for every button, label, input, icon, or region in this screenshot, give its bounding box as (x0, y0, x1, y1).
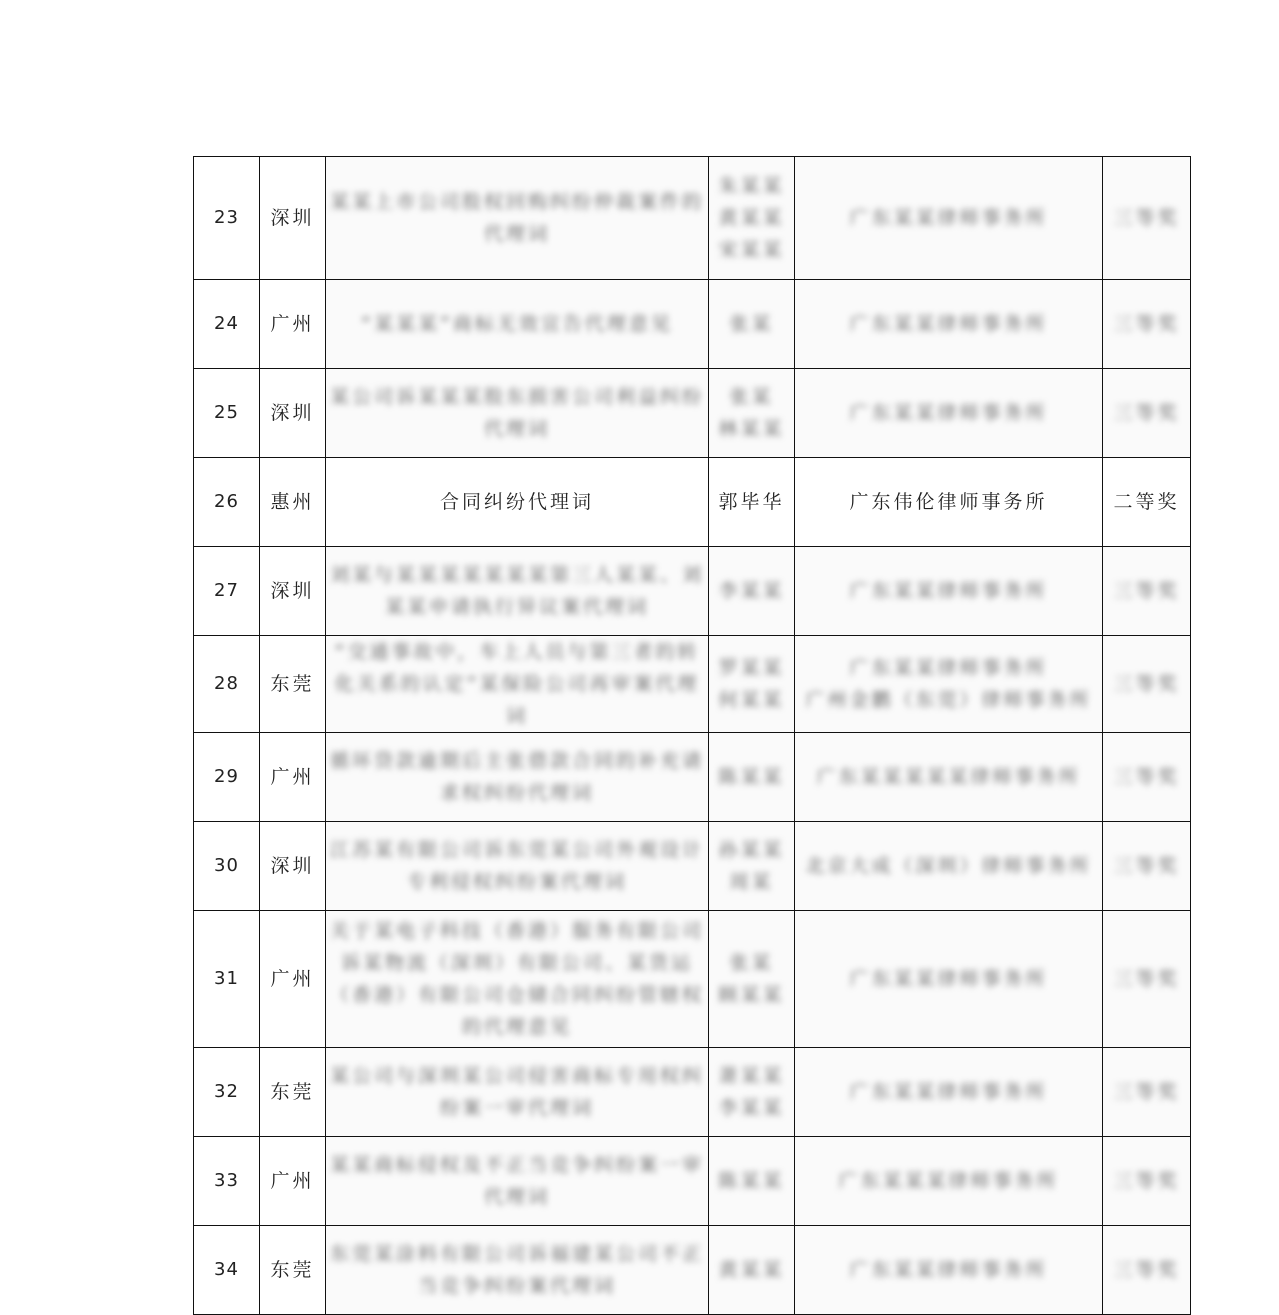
lawyer-cell (709, 1226, 795, 1315)
law-firm-text: 北京大成（深圳）律师事务所 (805, 855, 1092, 877)
award-level-cell (1103, 369, 1191, 458)
city-text: 深圳 (270, 402, 315, 424)
lawyer-text: 陈某某 (718, 766, 785, 788)
award-level-text: 三等奖 (1113, 766, 1180, 788)
row-number-cell (194, 733, 260, 822)
row-number-text: 33 (214, 1170, 239, 1191)
city-text: 东莞 (270, 1259, 315, 1281)
award-level-cell (1103, 636, 1191, 733)
table-row (194, 280, 1191, 369)
row-number-cell (194, 911, 260, 1048)
case-title-cell (326, 1137, 709, 1226)
city-text: 深圳 (270, 207, 315, 229)
lawyer-text: 李某某 (718, 580, 785, 602)
award-level-cell (1103, 547, 1191, 636)
lawyer-cell (709, 733, 795, 822)
award-level-text: 三等奖 (1113, 673, 1180, 695)
law-firm-cell (795, 458, 1103, 547)
row-number-cell (194, 280, 260, 369)
award-level-text: 二等奖 (1113, 491, 1180, 513)
case-title-text: 刘某与某某某某某某某第三人某某、刘某某申请执行异议案代理词 (330, 564, 705, 618)
table-row (194, 822, 1191, 911)
row-number-text: 28 (214, 673, 239, 694)
lawyer-text: 萧某某 李某某 (718, 1065, 785, 1119)
city-cell (260, 1226, 326, 1315)
law-firm-cell (795, 369, 1103, 458)
case-title-text: 关于某电子科技（香港）服务有限公司诉某物流（深圳）有限公司、某货运（香港）有限公司仓储合同纠纷管辖权的代理意见 (330, 920, 705, 1038)
city-cell (260, 280, 326, 369)
row-number-text: 25 (214, 402, 239, 423)
law-firm-cell (795, 636, 1103, 733)
law-firm-text: 广东某某律师事务所 (849, 968, 1048, 990)
case-title-text: 东莞某涂料有限公司诉福建某公司不正当竞争纠纷案代理词 (330, 1243, 705, 1297)
row-number-text: 30 (214, 855, 239, 876)
case-title-cell (326, 280, 709, 369)
city-text: 深圳 (270, 580, 315, 602)
lawyer-text: 郭毕华 (718, 491, 785, 513)
lawyer-text: 孙某某 周某 (718, 839, 785, 893)
row-number-cell (194, 157, 260, 280)
city-text: 深圳 (270, 855, 315, 877)
table-row (194, 369, 1191, 458)
case-title-cell (326, 1048, 709, 1137)
city-cell (260, 157, 326, 280)
award-level-text: 三等奖 (1113, 1259, 1180, 1281)
case-title-cell (326, 911, 709, 1048)
case-title-text: 某公司诉某某某股东损害公司利益纠纷代理词 (330, 386, 705, 440)
city-text: 广州 (270, 313, 315, 335)
city-cell (260, 733, 326, 822)
lawyer-text: 张某 顾某某 (718, 952, 785, 1006)
law-firm-text: 广东某某某某某律师事务所 (816, 766, 1081, 788)
table-row (194, 1137, 1191, 1226)
award-level-text: 三等奖 (1113, 580, 1180, 602)
lawyer-cell (709, 157, 795, 280)
award-level-cell (1103, 822, 1191, 911)
law-firm-text: 广东某某律师事务所 (849, 580, 1048, 602)
case-title-cell (326, 369, 709, 458)
city-text: 东莞 (270, 673, 315, 695)
award-level-text: 三等奖 (1113, 855, 1180, 877)
table-row (194, 911, 1191, 1048)
table-row (194, 733, 1191, 822)
law-firm-text: 广东某某律师事务所 (849, 1259, 1048, 1281)
law-firm-text: 广东某某律师事务所 (849, 1081, 1048, 1103)
lawyer-cell (709, 911, 795, 1048)
table-row (194, 157, 1191, 280)
city-cell (260, 636, 326, 733)
award-level-text: 三等奖 (1113, 1170, 1180, 1192)
case-title-cell (326, 822, 709, 911)
table-row (194, 636, 1191, 733)
award-level-cell (1103, 280, 1191, 369)
lawyer-text: 黄某某 (718, 1259, 785, 1281)
row-number-text: 34 (214, 1259, 239, 1280)
lawyer-text: 张某 (729, 313, 774, 335)
case-title-text: 某某上市公司股权回购纠纷仲裁案件的代理词 (330, 191, 705, 245)
table-row (194, 547, 1191, 636)
city-cell (260, 369, 326, 458)
case-title-text: 某某商标侵权及不正当竞争纠纷案一审代理词 (330, 1154, 705, 1208)
row-number-text: 27 (214, 580, 239, 601)
law-firm-cell (795, 1048, 1103, 1137)
law-firm-cell (795, 911, 1103, 1048)
table-body (194, 157, 1191, 1315)
lawyer-text: 朱某某 黄某某 宋某某 (718, 175, 785, 261)
law-firm-text: 广东某某某律师事务所 (838, 1170, 1059, 1192)
award-level-text: 三等奖 (1113, 968, 1180, 990)
city-text: 惠州 (270, 491, 315, 513)
lawyer-text: 张某 林某某 (718, 386, 785, 440)
law-firm-cell (795, 733, 1103, 822)
law-firm-text: 广东某某律师事务所 (849, 207, 1048, 229)
row-number-cell (194, 1226, 260, 1315)
law-firm-cell (795, 280, 1103, 369)
award-level-cell (1103, 1226, 1191, 1315)
row-number-text: 26 (214, 491, 239, 512)
case-title-text: 合同纠纷代理词 (439, 491, 594, 513)
lawyer-cell (709, 1048, 795, 1137)
law-firm-cell (795, 1137, 1103, 1226)
award-level-cell (1103, 458, 1191, 547)
row-number-cell (194, 547, 260, 636)
case-title-cell (326, 157, 709, 280)
law-firm-cell (795, 547, 1103, 636)
table-row (194, 1048, 1191, 1137)
law-firm-text: 广东某某律师事务所 (849, 313, 1048, 335)
city-cell (260, 1048, 326, 1137)
case-title-text: “交通事故中，车上人员与第三者的转化关系的认定”某保险公司再审案代理词 (334, 641, 700, 727)
lawyer-text: 陈某某 (718, 1170, 785, 1192)
case-title-cell (326, 733, 709, 822)
lawyer-cell (709, 636, 795, 733)
award-list-table (193, 156, 1191, 1315)
row-number-cell (194, 636, 260, 733)
case-title-cell (326, 458, 709, 547)
award-level-cell (1103, 733, 1191, 822)
law-firm-text: 广东某某律师事务所 (849, 402, 1048, 424)
city-text: 广州 (270, 766, 315, 788)
case-title-cell (326, 1226, 709, 1315)
lawyer-cell (709, 369, 795, 458)
row-number-cell (194, 1137, 260, 1226)
case-title-cell (326, 636, 709, 733)
award-level-text: 三等奖 (1113, 402, 1180, 424)
lawyer-text: 罗某某 何某某 (718, 657, 785, 711)
case-title-cell (326, 547, 709, 636)
city-text: 广州 (270, 1170, 315, 1192)
row-number-text: 29 (214, 766, 239, 787)
lawyer-cell (709, 547, 795, 636)
row-number-text: 32 (214, 1081, 239, 1102)
row-number-cell (194, 369, 260, 458)
law-firm-text: 广东伟伦律师事务所 (849, 491, 1048, 513)
case-title-text: 某公司与深圳某公司侵害商标专用权纠纷案一审代理词 (330, 1065, 705, 1119)
lawyer-cell (709, 822, 795, 911)
row-number-text: 31 (214, 968, 239, 989)
row-number-text: 23 (214, 207, 239, 228)
law-firm-cell (795, 157, 1103, 280)
case-title-text: “某某某”商标无效宣告代理意见 (361, 313, 673, 335)
law-firm-cell (795, 1226, 1103, 1315)
table-row (194, 458, 1191, 547)
lawyer-cell (709, 280, 795, 369)
law-firm-text: 广东某某律师事务所 广州金鹏（东莞）律师事务所 (805, 657, 1092, 711)
award-level-cell (1103, 157, 1191, 280)
city-cell (260, 911, 326, 1048)
award-level-cell (1103, 911, 1191, 1048)
city-text: 东莞 (270, 1081, 315, 1103)
award-level-text: 三等奖 (1113, 313, 1180, 335)
law-firm-cell (795, 822, 1103, 911)
case-title-text: 江苏某有限公司诉东莞某公司外观设计专利侵权纠纷案代理词 (330, 839, 705, 893)
award-level-text: 三等奖 (1113, 207, 1180, 229)
row-number-cell (194, 458, 260, 547)
row-number-cell (194, 822, 260, 911)
award-level-cell (1103, 1048, 1191, 1137)
city-cell (260, 458, 326, 547)
case-title-text: 循环贷款逾期后主张借款合同的补充请求权纠纷代理词 (330, 750, 705, 804)
row-number-cell (194, 1048, 260, 1137)
row-number-text: 24 (214, 313, 239, 334)
award-level-text: 三等奖 (1113, 1081, 1180, 1103)
lawyer-cell (709, 458, 795, 547)
city-cell (260, 1137, 326, 1226)
award-level-cell (1103, 1137, 1191, 1226)
city-text: 广州 (270, 968, 315, 990)
city-cell (260, 822, 326, 911)
lawyer-cell (709, 1137, 795, 1226)
city-cell (260, 547, 326, 636)
table-row (194, 1226, 1191, 1315)
